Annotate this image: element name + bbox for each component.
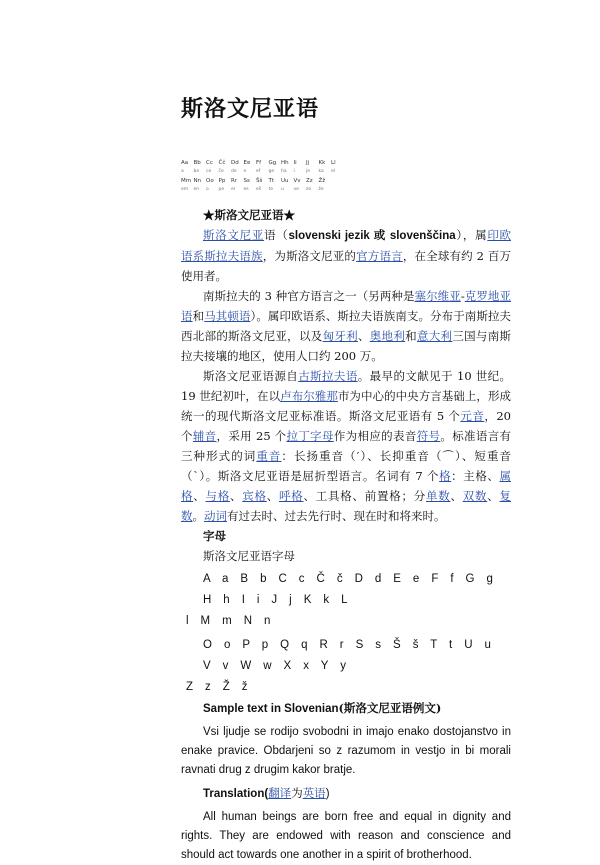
link-austria[interactable]: 奥地利	[369, 329, 406, 343]
thumb-cell: en	[193, 187, 200, 192]
paragraph-history-grammar	[181, 366, 511, 526]
thumb-cell: Ee	[243, 160, 251, 166]
thumb-cell: Čč	[218, 160, 226, 166]
thumb-cell: o	[206, 187, 209, 192]
thumb-cell: i	[293, 169, 295, 174]
link-dual[interactable]: 双数	[462, 489, 488, 503]
link-english[interactable]: 英语	[302, 786, 326, 800]
text: 市为中心的中央方言基础上，形成统一的现代斯洛文尼亚标准语。斯洛文尼亚语有 5 个	[181, 389, 512, 423]
thumb-cell: be	[193, 169, 200, 174]
thumb-cell: e	[243, 169, 247, 174]
text: 语（	[264, 228, 289, 242]
thumb-cell: ka	[318, 169, 324, 174]
thumb-cell: eš	[256, 187, 262, 192]
thumb-cell: Uu	[281, 178, 289, 184]
text: 、	[357, 329, 370, 343]
link-dative[interactable]: 与格	[205, 489, 230, 503]
thumb-cell: pe	[218, 187, 225, 192]
alphabet-line-1: A a B b C c Č č D d E e F f G g H h I i J j K k L	[203, 573, 498, 606]
text: 。标准语言有三种形式的词	[181, 429, 512, 463]
text: 、	[266, 489, 279, 503]
alphabet-heading: 字母	[203, 529, 226, 543]
text: 和	[192, 309, 205, 323]
sample-heading-en: Sample text in Slovenian	[203, 703, 339, 715]
text: ，为斯洛文尼亚的	[262, 249, 357, 263]
thumb-cell: Oo	[206, 178, 214, 184]
thumb-cell: Kk	[318, 160, 326, 166]
text: 和	[405, 329, 417, 343]
text: 、	[230, 489, 243, 503]
text: 、	[193, 489, 206, 503]
text: ，采用 25 个	[216, 429, 287, 443]
thumb-cell: ge	[268, 169, 275, 174]
thumb-cell: Šš	[256, 178, 263, 184]
thumb-cell: Gg	[268, 160, 277, 166]
thumb-cell: Jj	[306, 160, 310, 166]
sample-heading	[181, 698, 511, 719]
thumb-cell: že	[318, 187, 324, 192]
article-body	[181, 205, 511, 865]
sample-heading-zh: (斯洛文尼亚语例文)	[338, 701, 442, 715]
paragraph-distribution	[181, 286, 511, 366]
link-consonant[interactable]: 辅音	[192, 429, 217, 443]
text: ，在全球有约 2 百万使用者。	[181, 249, 512, 283]
alphabet-line-3: O o P p Q q R r S s Š š T t U u V v W w X x Y y	[203, 639, 496, 672]
link-official-language[interactable]: 官方语言	[356, 249, 403, 263]
thumb-cell: Ff	[256, 160, 262, 166]
paragraph-intro	[181, 225, 511, 286]
link-genitive[interactable]: 属格	[181, 469, 512, 503]
text: 。最早的文献见于 10 世纪。19 世纪初叶，在以	[181, 369, 511, 403]
translation-text: All human beings are born free and equal in dignity and rights. They are endowed with reason and conscience and should act towards one another in a spirit of brotherhood.	[181, 811, 511, 861]
text: -	[460, 289, 465, 303]
thumb-cell: ve	[293, 187, 299, 192]
link-vowel[interactable]: 元音	[460, 409, 485, 423]
section-heading: ★斯洛文尼亚语★	[203, 208, 295, 222]
thumb-cell: a	[181, 169, 184, 174]
text: ）。属印欧语系、斯拉夫语族南支。分布于南斯拉夫西北部的斯洛文尼亚，以及	[181, 309, 512, 343]
link-vocative[interactable]: 呼格	[279, 489, 304, 503]
link-symbol[interactable]: 符号	[416, 429, 441, 443]
thumb-cell: če	[218, 169, 224, 174]
thumb-cell: Nn	[193, 178, 202, 184]
alphabet-line-4: Z z Ž ž	[186, 681, 252, 693]
link-indo-european-slavic[interactable]: 印欧语系斯拉夫语族	[181, 228, 512, 263]
link-latin-alphabet[interactable]: 拉丁字母	[286, 429, 334, 443]
alphabet-thumbnail-image	[180, 157, 344, 193]
text: 斯洛文尼亚语源自	[203, 369, 299, 383]
thumb-cell: Tt	[268, 178, 275, 184]
text: )	[325, 788, 330, 800]
link-old-slavic[interactable]: 古斯拉夫语	[298, 369, 358, 383]
link-serbia[interactable]: 塞尔维亚	[414, 289, 461, 303]
link-accusative[interactable]: 宾格	[242, 489, 267, 503]
text: 有过去时、过去先行时、现在时和将来时。	[227, 509, 446, 523]
thumb-cell: u	[281, 187, 284, 192]
alphabet-subheading: 斯洛文尼亚语字母	[203, 549, 295, 563]
thumb-cell: Ii	[293, 160, 297, 166]
thumb-cell: Zz	[306, 178, 313, 184]
thumb-cell: je	[306, 169, 311, 174]
link-stress[interactable]: 重音	[256, 449, 282, 463]
link-macedonian[interactable]: 马其顿语	[204, 309, 251, 323]
text: 南斯拉夫的 3 种官方语言之一（另两种是	[203, 289, 415, 303]
translation-label: Translation(	[203, 788, 269, 800]
page-title: 斯洛文尼亚语	[181, 96, 320, 122]
thumb-cell: Vv	[293, 178, 301, 184]
link-croatian[interactable]: 克罗地亚语	[181, 289, 511, 323]
thumb-cell: Bb	[193, 160, 201, 166]
link-verb[interactable]: 动词	[204, 509, 227, 523]
text: 三国与南斯拉夫接壤的地区，使用人口约 200 万。	[181, 329, 512, 363]
thumb-cell: ce	[206, 169, 212, 174]
thumb-cell: Rr	[231, 178, 238, 184]
thumb-cell: de	[231, 169, 237, 174]
link-translate[interactable]: 翻译	[268, 786, 292, 800]
link-ljubljana[interactable]: 卢布尔雅那	[280, 389, 338, 403]
thumb-cell: Pp	[218, 178, 226, 184]
text: 。	[192, 509, 204, 523]
text: 作为相应的表音	[333, 429, 417, 443]
thumb-cell: ha	[281, 169, 287, 174]
thumb-cell: ze	[306, 187, 312, 192]
sample-text: Vsi ljudje se rodijo svobodni in imajo enako dostojanstvo in enake pravice. Obdarjeni so z razumom in vestjo in bi morali ravnati drug z drugim kakor bratje.	[181, 726, 511, 776]
link-singular[interactable]: 单数	[426, 489, 451, 503]
thumb-cell: ef	[256, 169, 261, 174]
thumb-cell: Hh	[281, 160, 289, 166]
latin-name: slovenski jezik 或 slovenščina	[288, 230, 456, 242]
alphabet-line-2: l M m N n	[186, 615, 275, 627]
thumb-cell: Cc	[206, 160, 213, 166]
thumb-cell: Mm	[181, 178, 192, 184]
text: ），属	[455, 228, 488, 242]
text: 、	[487, 489, 500, 503]
link-case[interactable]: 格	[439, 469, 452, 483]
text: 、	[450, 489, 463, 503]
link-italy[interactable]: 意大利	[416, 329, 453, 343]
thumb-cell: Ss	[243, 178, 250, 184]
translation-heading	[181, 783, 511, 804]
link-plural[interactable]: 复数	[181, 489, 511, 523]
text: ，20 个	[181, 409, 511, 443]
text: 、工具格、前置格；分	[303, 489, 426, 503]
text: 为	[291, 786, 303, 800]
thumb-cell: er	[231, 187, 236, 192]
thumb-cell: em	[181, 187, 189, 192]
text: ：长扬重音（′）、长抑重音（⌒）、短重音（ˋ）。斯洛文尼亚语是屈折型语言。名词有 7 个	[181, 449, 512, 483]
thumb-cell: es	[243, 187, 249, 192]
text: ：主格、	[451, 469, 500, 483]
thumb-cell: el	[331, 169, 336, 174]
thumb-cell: Aa	[181, 160, 189, 166]
thumb-cell: Dd	[231, 160, 239, 166]
thumb-cell: Ll	[331, 160, 336, 166]
link-slovenia[interactable]: 斯洛文尼亚	[203, 228, 265, 242]
thumb-cell: te	[268, 187, 274, 192]
link-hungary[interactable]: 匈牙利	[322, 329, 358, 343]
thumb-cell: Žž	[318, 178, 326, 184]
